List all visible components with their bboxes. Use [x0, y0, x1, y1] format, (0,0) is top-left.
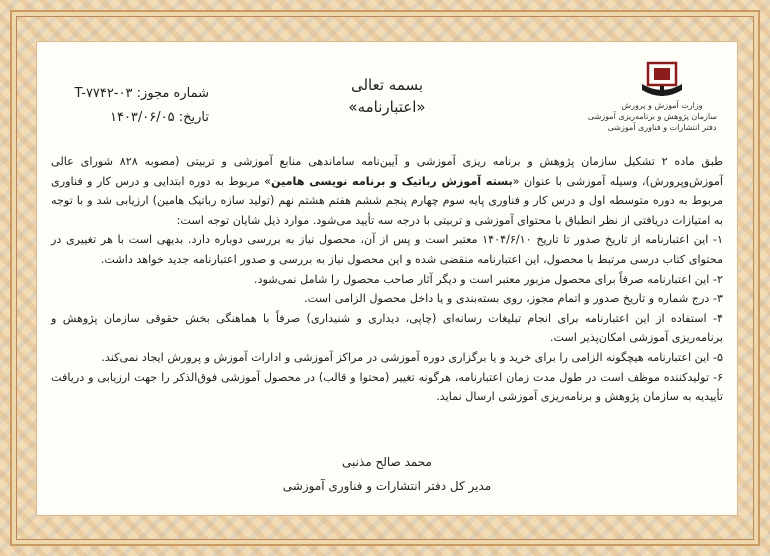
signature-block [37, 450, 737, 498]
signatory-position: مدیر کل دفتر انتشارات و فناوری آموزشی [282, 479, 492, 493]
permit-number-label: شماره مجوز: [136, 86, 209, 101]
permit-meta [59, 82, 209, 130]
permit-number-value: T-۷۷۴۲-۰۳ [74, 86, 133, 101]
condition-item-3: ۳- درج شماره و تاریخ صدور و اتمام مجوز، روی بسته‌بندی و یا داخل محصول الزامی است. [304, 292, 723, 306]
permit-number-row [59, 82, 209, 106]
intro-text-end: » مربوط به دوره ابتدایی و درس کار و فناوری مربوط به دوره متوسطه اول و درس کار و فناوری پایه سوم چهارم پنجم ششم هفتم هشتم نهم (تولید سازه رباتیک هامین) ارزیابی شد و با توجه به امتیازات دریافتی از نظر انطباق با محتوای آموزشی و تربیتی با درجه سه تأیید می‌شود. موارد ذیل شایان توجه است: [51, 174, 723, 227]
condition-item-1: ۱- این اعتبارنامه از تاریخ صدور تا تاریخ ۱۴۰۴/۶/۱۰ معتبر است و پس از آن، محصول نیاز به بررسی دوباره دارد. بدیهی است با هر تغییری در محتوای کتاب درسی مرتبط با محصول، این اعتبارنامه منقضی شده و این محصول نیاز به بررسی و صدور اعتبارنامه جدید خواهد داشت. [51, 233, 723, 266]
issue-date-value: ۱۴۰۳/۰۶/۰۵ [109, 110, 175, 125]
bismillah-heading: بسمه تعالی [350, 76, 424, 94]
condition-item-5: ۵- این اعتبارنامه هیچگونه الزامی را برای خرید و یا برگزاری دوره آموزشی در مراکز آموزشی و ادارات آموزش و پرورش ایجاد نمی‌کند. [101, 350, 723, 364]
document-title: «اعتبارنامه» [348, 98, 426, 116]
signatory-name: محمد صالح مذنبی [342, 455, 432, 469]
condition-item-4: ۴- استفاده از این اعتبارنامه برای انجام تبلیغات رسانه‌ای (چاپی، دیداری و شنیداری) صرفاً با هماهنگی بخش حقوقی سازمان پژوهش و برنامه‌ریزی آموزشی امکان‌پذیر است. [51, 311, 723, 345]
condition-item-6: ۶- تولیدکننده موظف است در طول مدت زمان اعتبارنامه، هرگونه تغییر (محتوا و قالب) در محصول آموزشی فوق‌الذکر را جهت ارزیابی و دریافت تأییدیه به سازمان پژوهش و برنامه‌ریزی آموزشی ارسال نماید. [51, 370, 723, 404]
issue-date-row [59, 106, 209, 130]
intro-text-start: طبق ماده ۲ تشکیل سازمان پژوهش و برنامه ریزی آموزشی و آیین‌نامه ساماندهی منابع آموزشی و تربیتی (مصوبه ۸۲۸ شورای عالی آموزش‌وپرورش)، وسیله آموزشی با عنوان « [51, 155, 723, 188]
certificate-body [51, 152, 723, 407]
condition-item-2: ۲- این اعتبارنامه صرفاً برای محصول مزبور معتبر است و دیگر آثار صاحب محصول را شامل نمی‌شود. [253, 272, 723, 286]
intro-paragraph [51, 152, 723, 230]
issue-date-label: تاریخ: [178, 110, 209, 125]
logo-organization-text: سازمان پژوهش و برنامه‌ریزی آموزشی [587, 112, 717, 121]
logo-ministry-text: وزارت آموزش و پرورش [621, 101, 703, 110]
logo-office-text: دفتر انتشارات و فناوری آموزشی [607, 123, 717, 132]
certificate-paper [37, 42, 737, 515]
product-name: بسته آموزش رباتیک و برنامه نویسی هامین [271, 174, 513, 188]
